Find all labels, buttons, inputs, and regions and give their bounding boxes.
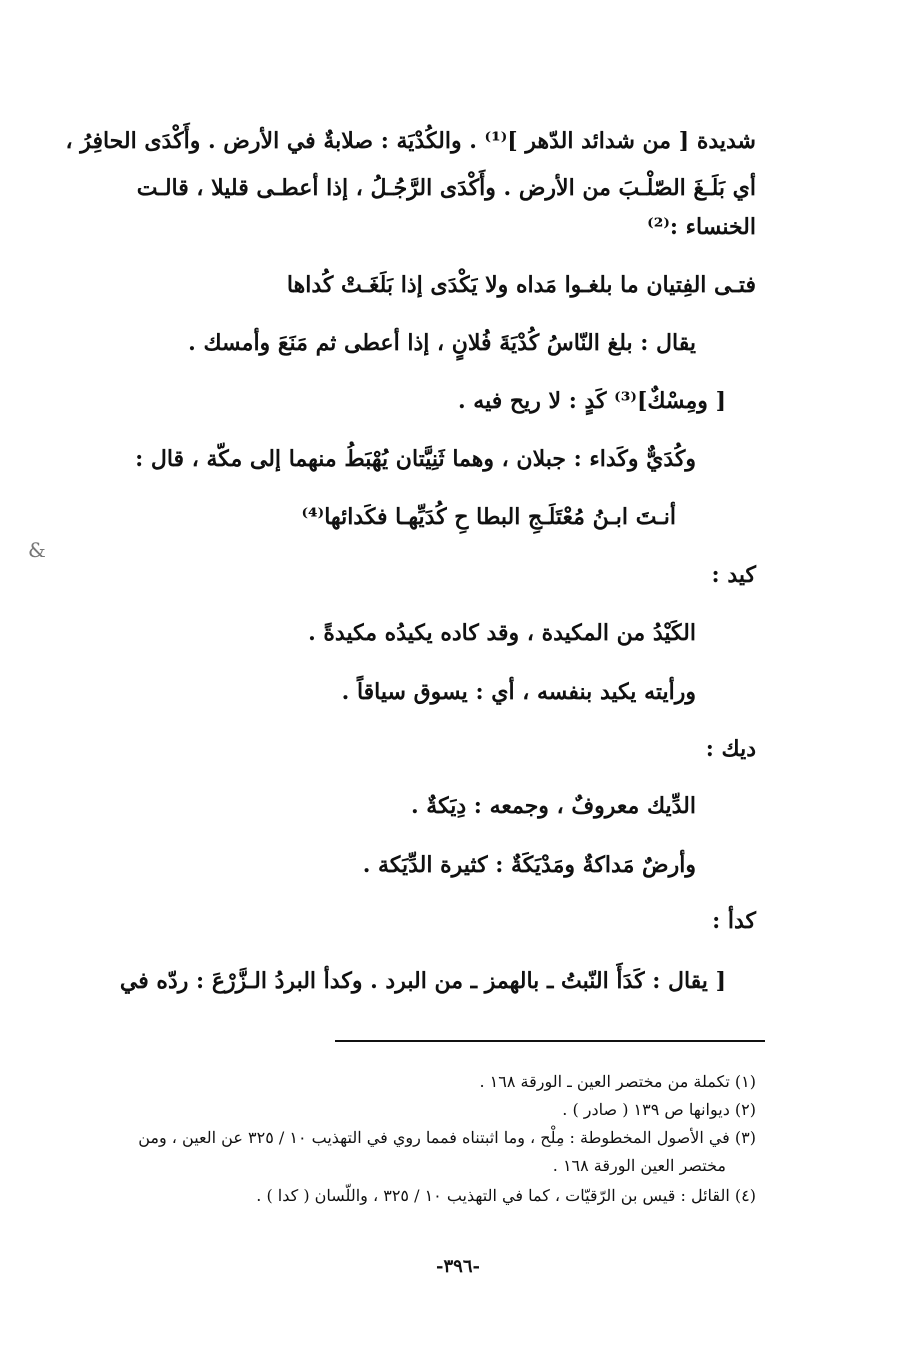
body-line: وأرضٌ مَداكةٌ ومَدْيَكَةٌ : كثيرة الدِّيَكة .	[362, 852, 696, 878]
body-line: الخنساء :⁽²⁾	[647, 214, 756, 240]
entry-heading: كدأ :	[712, 908, 756, 934]
body-line: وكُدَيٌّ وكَداء : جبلان ، وهما ثَنِيَّتان يُهْبَطُ منهما إلى مكّة ، قال :	[135, 446, 696, 472]
footnote: مختصر العين الورقة ١٦٨ .	[552, 1156, 726, 1175]
footnote: (٢) ديوانها ص ١٣٩ ( صادر ) .	[562, 1100, 756, 1119]
footnote-separator	[335, 1040, 765, 1042]
body-line: الكَيْدُ من المكيدة ، وقد كاده يكيدُه مكيدةً .	[308, 620, 696, 646]
body-line: الدِّيك معروفٌ ، وجمعه : دِيَكةٌ .	[410, 793, 696, 819]
footnote: (٣) في الأصول المخطوطة : مِلْح ، وما اثبتناه فمما روي في التهذيب ١٠ / ٣٢٥ عن العين ، ومن	[138, 1128, 756, 1147]
verse-line: فتـى الفِتيان ما بلغـوا مَداه ولا يَكْدَى إذا بَلَغَـتْ كُداها	[286, 272, 756, 298]
body-line: ورأيته يكيد بنفسه ، أي : يسوق سياقاً .	[341, 679, 696, 705]
page-number: -٣٩٦-	[436, 1256, 480, 1277]
body-line: [ ومِسْكٌ]⁽³⁾ كَدٍ : لا ريح فيه .	[457, 388, 726, 414]
margin-mark: &	[28, 538, 46, 562]
verse-line: أنـتَ ابـنُ مُعْتَلَـجِ البطا حِ كُدَيِّهـا فكَدائها⁽⁴⁾	[301, 504, 676, 530]
body-line: يقال : بلغ النّاسُ كُدْيَةَ فُلانٍ ، إذا أعطى ثم مَنَعَ وأمسك .	[188, 330, 696, 356]
entry-heading: كيد :	[711, 562, 756, 588]
body-line: شديدة [ من شدائد الدّهر ]⁽¹⁾ . والكُدْيَة : صلابةٌ في الأرض . وأَكْدَى الحافِرُ ،	[65, 128, 756, 154]
footnote: (١) تكملة من مختصر العين ـ الورقة ١٦٨ .	[479, 1072, 756, 1091]
body-line: أي بَلَـغَ الصّلْـبَ من الأرض . وأَكْدَى الرَّجُـلُ ، إذا أعطـى قليلا ، قالـت	[136, 175, 756, 201]
entry-heading: ديك :	[705, 736, 756, 762]
body-line: [ يقال : كَدَأَ النّبتُ ـ بالهمز ـ من البرد . وكدأ البردُ الـزَّرْعَ : ردّه في	[119, 968, 726, 994]
footnote: (٤) القائل : قيس بن الرّقيّات ، كما في التهذيب ١٠ / ٣٢٥ ، واللّسان ( كدا ) .	[256, 1186, 756, 1205]
